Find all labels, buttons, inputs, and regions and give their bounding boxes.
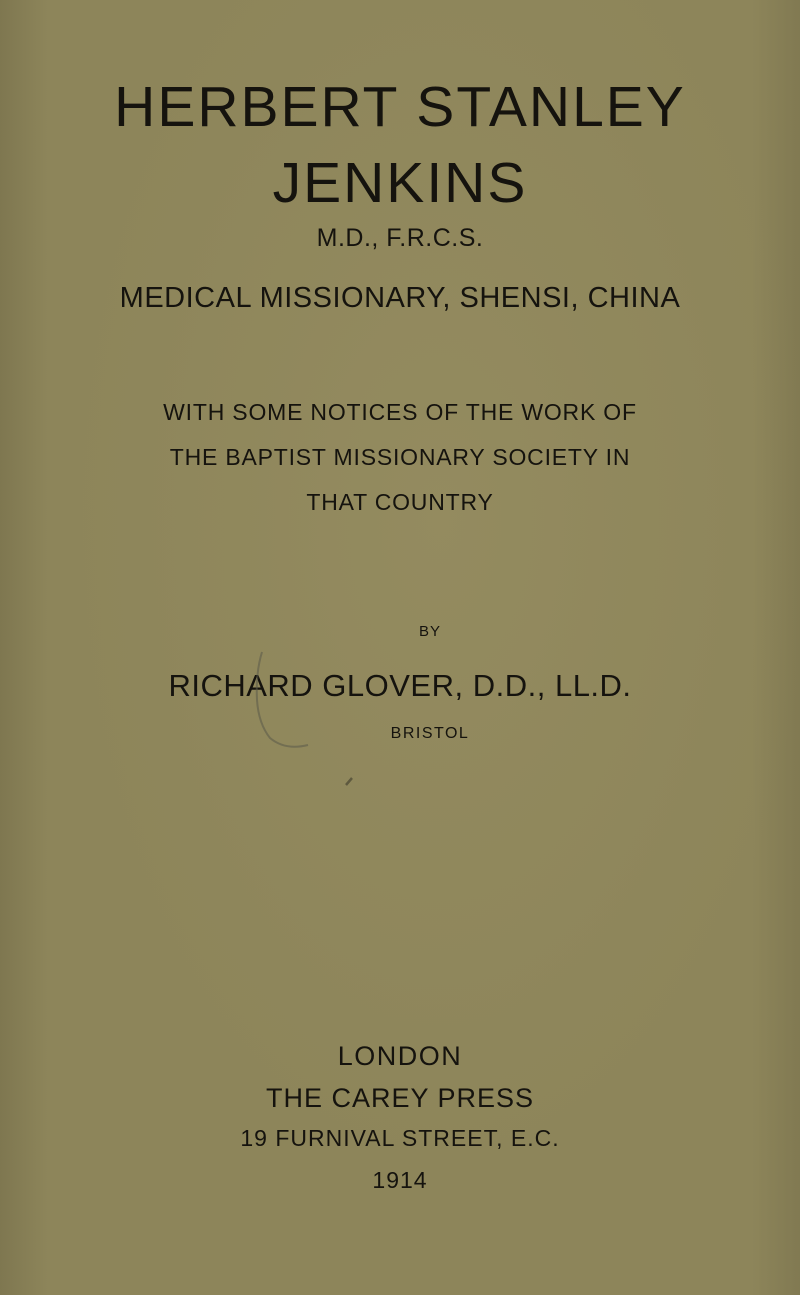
- subtitle-line-3: THAT COUNTRY: [306, 489, 494, 515]
- book-title-line-2: JENKINS: [272, 151, 528, 215]
- subject-degrees: M.D., F.R.C.S.: [316, 224, 484, 252]
- author-place: BRISTOL: [390, 725, 470, 742]
- subject-role: MEDICAL MISSIONARY, SHENSI, CHINA: [119, 282, 681, 314]
- subtitle-line-1: WITH SOME NOTICES OF THE WORK OF: [163, 399, 637, 425]
- publication-year: 1914: [372, 1167, 428, 1193]
- pencil-tick-mark: [346, 778, 352, 785]
- book-title-line-1: HERBERT STANLEY: [114, 75, 686, 139]
- author-name: RICHARD GLOVER, D.D., LL.D.: [168, 668, 632, 703]
- publisher-name: THE CAREY PRESS: [265, 1083, 535, 1113]
- publisher-address: 19 FURNIVAL STREET, E.C.: [240, 1125, 560, 1151]
- publisher-city: LONDON: [337, 1041, 463, 1071]
- subtitle-line-2: THE BAPTIST MISSIONARY SOCIETY IN: [169, 444, 631, 470]
- by-label: BY: [418, 623, 441, 640]
